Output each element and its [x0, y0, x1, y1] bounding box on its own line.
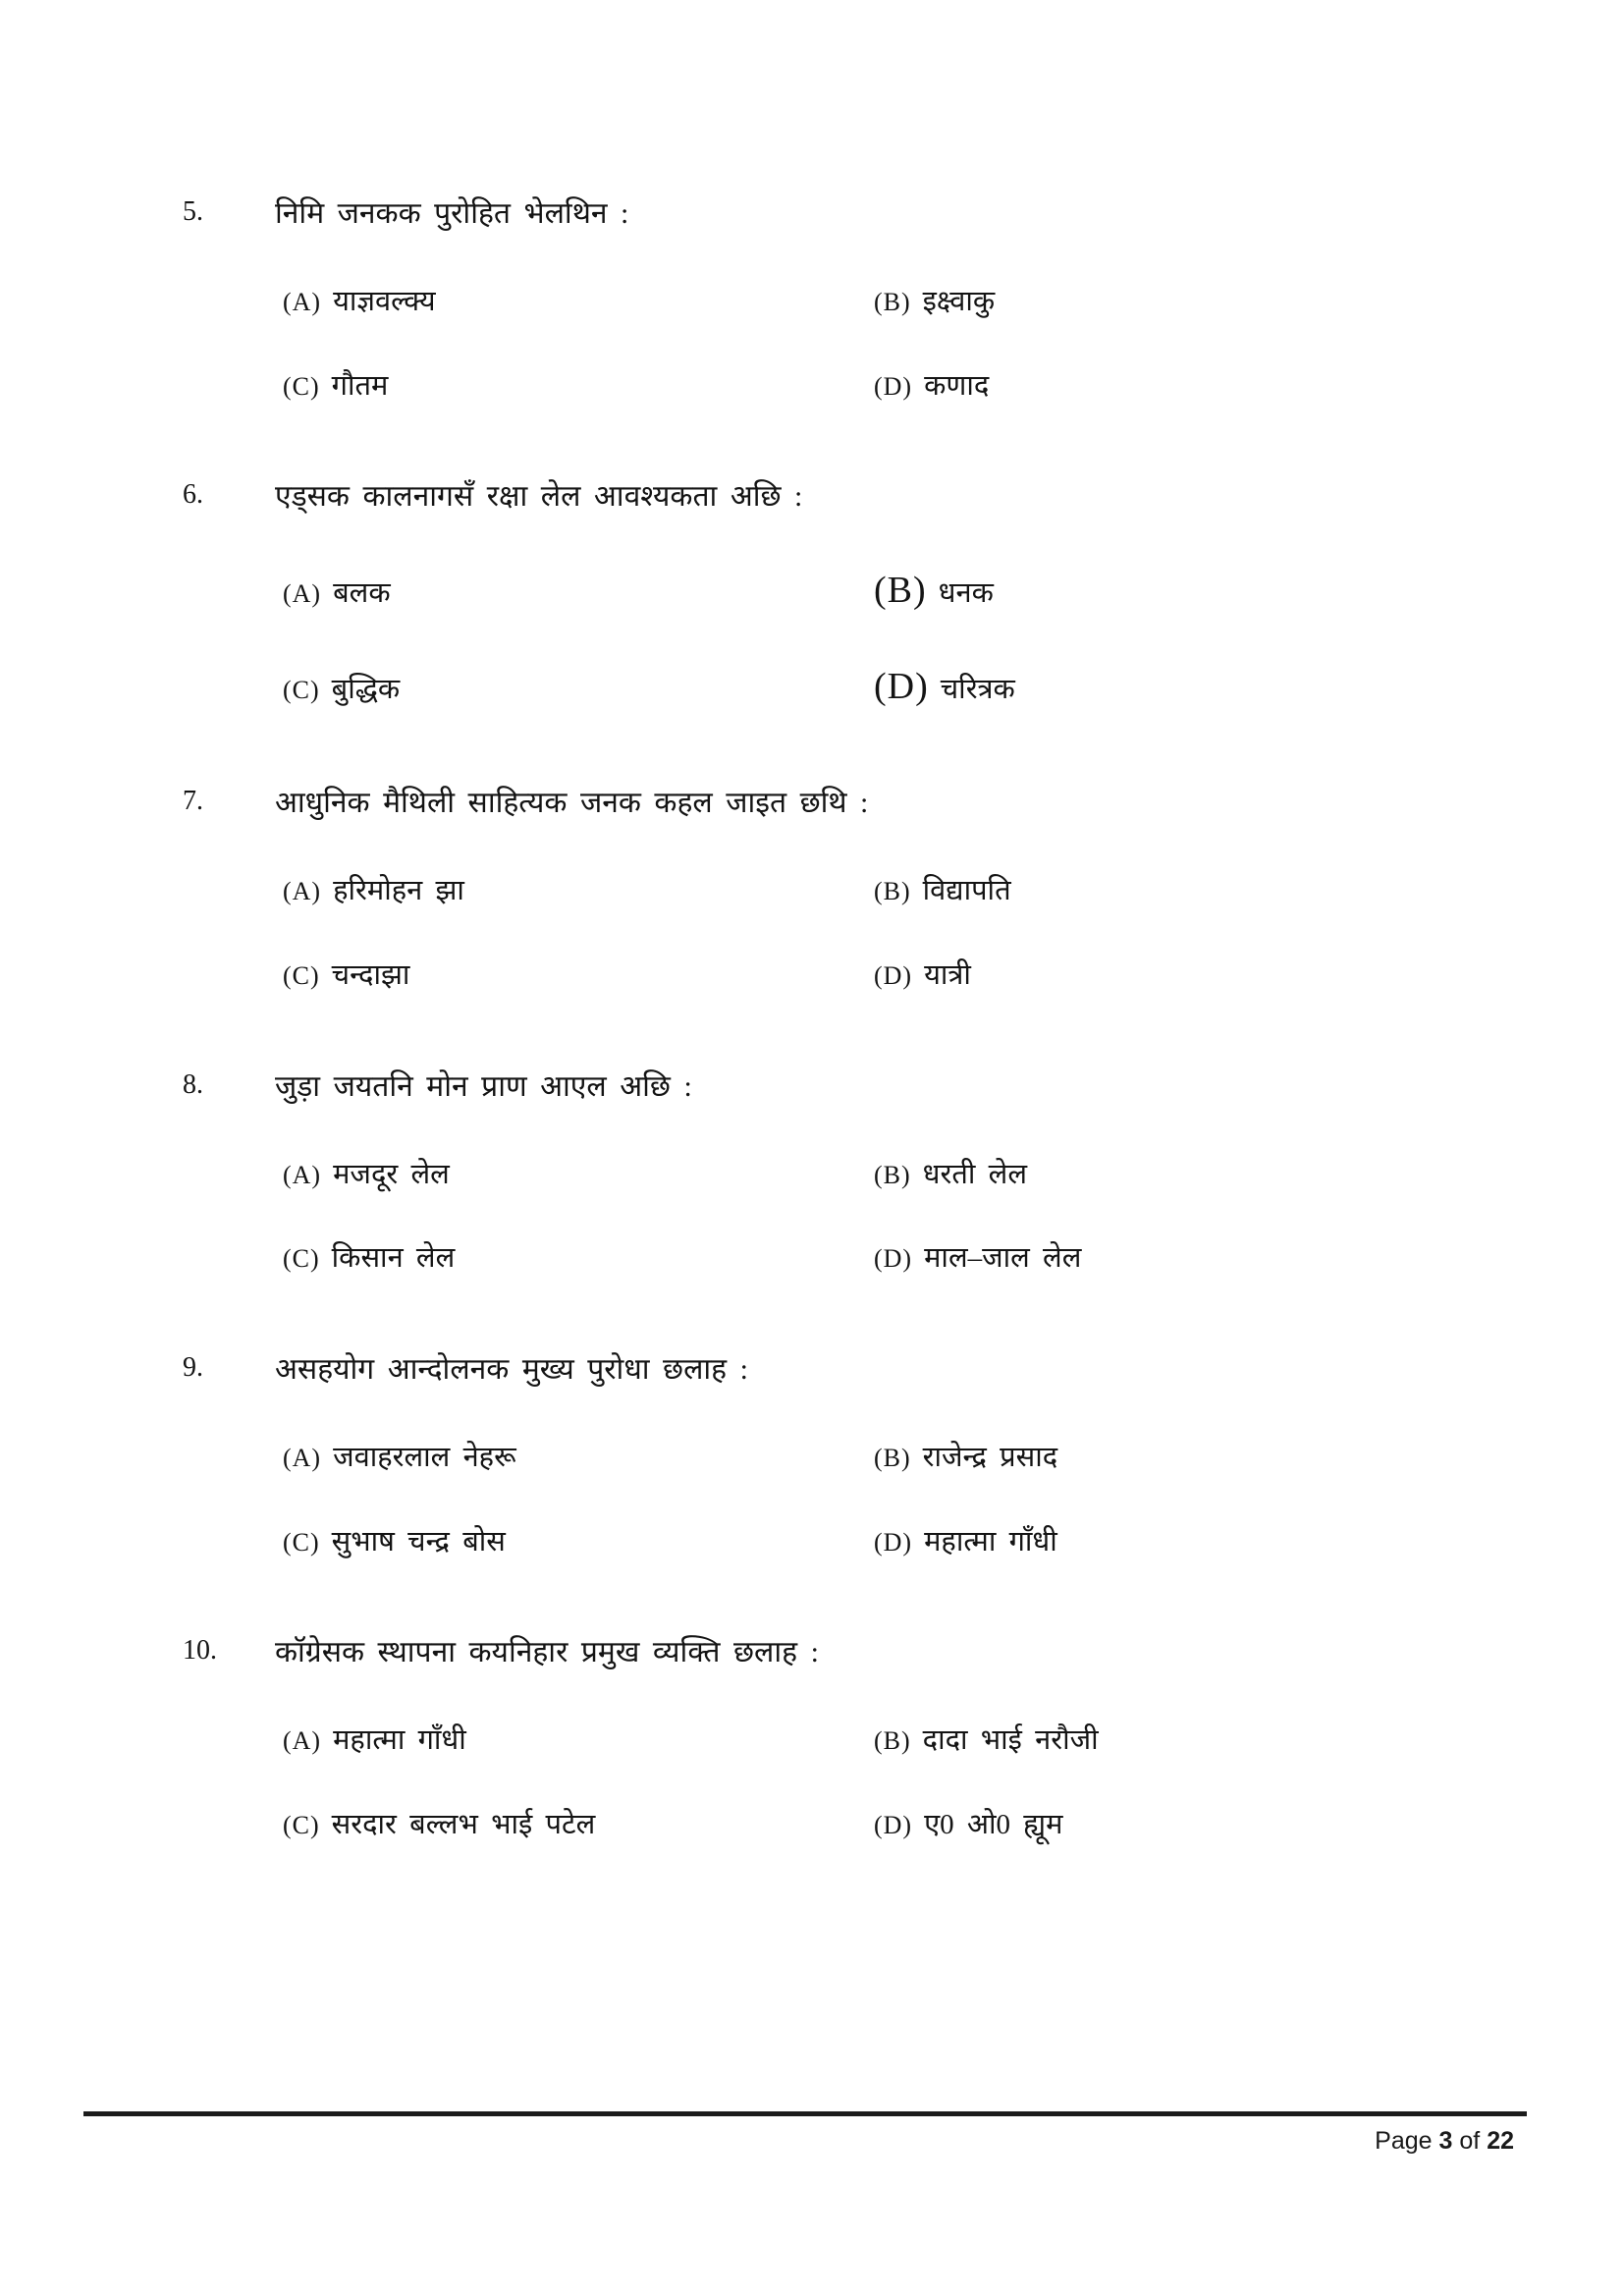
option-c — [283, 1240, 874, 1278]
question-9-head — [0, 1350, 1624, 1389]
option-text: ए0 ओ0 ह्यूम — [924, 1808, 1063, 1840]
question-9-options-row-2 — [0, 1524, 1624, 1561]
option-d — [874, 1524, 1057, 1561]
option-text: गौतम — [331, 369, 389, 402]
option-label: (D) — [874, 371, 913, 401]
footer-divider — [83, 2111, 1527, 2116]
question-9 — [0, 1350, 1624, 1560]
option-label: (C) — [283, 1244, 320, 1274]
option-c — [283, 1807, 874, 1844]
option-label: (A) — [283, 288, 322, 316]
option-label: (D) — [874, 1527, 913, 1557]
option-label: (B) — [874, 1160, 911, 1189]
option-text: महात्मा गाँधी — [333, 1724, 466, 1757]
option-b — [874, 1157, 1027, 1194]
option-a — [283, 284, 874, 321]
option-text: माल–जाल लेल — [924, 1242, 1082, 1275]
question-text: एड्सक कालनागसँ रक्षा लेल आवश्यकता अछि : — [275, 480, 803, 514]
option-a — [283, 1722, 874, 1760]
question-7-head — [0, 784, 1624, 822]
question-number: 7. — [183, 786, 203, 817]
option-label: (A) — [283, 1160, 322, 1189]
option-label: (D) — [874, 960, 913, 990]
option-a — [283, 1157, 874, 1194]
question-text: कॉग्रेसक स्थापना कयनिहार प्रमुख व्यक्ति छलाह : — [275, 1636, 819, 1669]
question-6-options-row-2 — [0, 663, 1624, 711]
option-b — [874, 873, 1011, 910]
question-number: 10. — [183, 1635, 217, 1667]
option-text: बलक — [333, 577, 391, 610]
question-6 — [0, 477, 1624, 711]
option-text: धनक — [938, 577, 994, 610]
question-text: असहयोग आन्दोलनक मुख्य पुरोधा छलाह : — [275, 1352, 748, 1386]
option-label: (C) — [283, 1527, 320, 1557]
footer-total-pages: 22 — [1487, 2127, 1514, 2155]
option-label: (B) — [874, 1443, 911, 1472]
option-text: यात्री — [924, 958, 971, 991]
question-10 — [0, 1633, 1624, 1843]
option-text: चरित्रक — [940, 673, 1015, 705]
question-8-options-row-2 — [0, 1240, 1624, 1278]
option-text: विद्यापति — [922, 875, 1011, 907]
option-d — [874, 368, 989, 406]
option-text: दादा भाई नरौजी — [922, 1724, 1099, 1757]
option-c — [283, 957, 874, 995]
question-8-options-row-1 — [0, 1157, 1624, 1194]
option-b — [874, 567, 994, 615]
question-9-options-row-1 — [0, 1440, 1624, 1477]
option-label: (B) — [874, 877, 911, 906]
question-number: 5. — [183, 196, 203, 227]
option-d — [874, 1807, 1062, 1844]
option-text: राजेन्द्र प्रसाद — [922, 1441, 1058, 1473]
question-10-options-row-1 — [0, 1722, 1624, 1760]
option-b — [874, 1722, 1099, 1760]
question-7-options-row-1 — [0, 873, 1624, 910]
option-text: धरती लेल — [922, 1158, 1027, 1190]
question-6-head — [0, 477, 1624, 516]
footer-of-word: of — [1459, 2127, 1481, 2155]
footer-page-word: Page — [1375, 2127, 1433, 2155]
option-c — [283, 1524, 874, 1561]
option-label: (C) — [283, 371, 320, 401]
question-5 — [0, 194, 1624, 405]
question-8-head — [0, 1067, 1624, 1106]
option-label: (C) — [283, 960, 320, 990]
option-label: (A) — [283, 1443, 322, 1472]
option-a — [283, 873, 874, 910]
question-6-options-row-1 — [0, 567, 1624, 615]
option-b — [874, 1440, 1057, 1477]
question-text: आधुनिक मैथिली साहित्यक जनक कहल जाइत छथि : — [275, 787, 869, 820]
questions-list — [0, 194, 1624, 1917]
option-text: मजदूर लेल — [333, 1158, 450, 1190]
option-text: सुभाष चन्द्र बोस — [331, 1525, 506, 1558]
option-label: (B) — [874, 288, 911, 316]
option-label: (D) — [874, 1244, 913, 1274]
question-5-head — [0, 194, 1624, 233]
option-text: कणाद — [924, 369, 990, 402]
option-label: (D) — [874, 1810, 913, 1839]
option-d — [874, 957, 971, 995]
option-c — [283, 368, 874, 406]
option-d — [874, 1240, 1081, 1278]
question-5-options-row-1 — [0, 284, 1624, 321]
option-label: (A) — [283, 1726, 322, 1756]
question-10-options-row-2 — [0, 1807, 1624, 1844]
option-text: जवाहरलाल नेहरू — [333, 1441, 516, 1473]
question-10-head — [0, 1633, 1624, 1671]
question-8 — [0, 1067, 1624, 1278]
question-number: 9. — [183, 1351, 203, 1383]
footer-page-number: 3 — [1438, 2127, 1453, 2155]
page-number-footer — [1375, 2127, 1514, 2156]
option-label: (C) — [283, 675, 320, 704]
option-text: बुद्धिक — [331, 673, 401, 705]
question-7 — [0, 784, 1624, 994]
option-text: किसान लेल — [331, 1242, 456, 1275]
option-a — [283, 575, 874, 613]
option-c — [283, 672, 874, 709]
option-b — [874, 284, 995, 321]
option-label: (B) — [874, 570, 927, 612]
option-text: सरदार बल्लभ भाई पटेल — [331, 1808, 596, 1840]
question-7-options-row-2 — [0, 957, 1624, 995]
question-text: जुड़ा जयतनि मोन प्राण आएल अछि : — [275, 1069, 692, 1103]
question-number: 8. — [183, 1068, 203, 1100]
option-text: महात्मा गाँधी — [924, 1525, 1057, 1558]
option-d — [874, 663, 1015, 711]
option-text: हरिमोहन झा — [333, 875, 464, 907]
option-label: (A) — [283, 579, 322, 609]
question-text: निमि जनकक पुरोहित भेलथिन : — [275, 197, 629, 230]
option-text: चन्दाझा — [331, 958, 410, 991]
option-label: (D) — [874, 665, 929, 707]
option-label: (C) — [283, 1810, 320, 1839]
option-label: (A) — [283, 877, 322, 906]
option-text: याज्ञवल्क्य — [333, 286, 436, 317]
option-label: (B) — [874, 1726, 911, 1756]
option-text: इक्ष्वाकु — [922, 286, 996, 317]
question-number: 6. — [183, 479, 203, 511]
question-5-options-row-2 — [0, 368, 1624, 406]
option-a — [283, 1440, 874, 1477]
